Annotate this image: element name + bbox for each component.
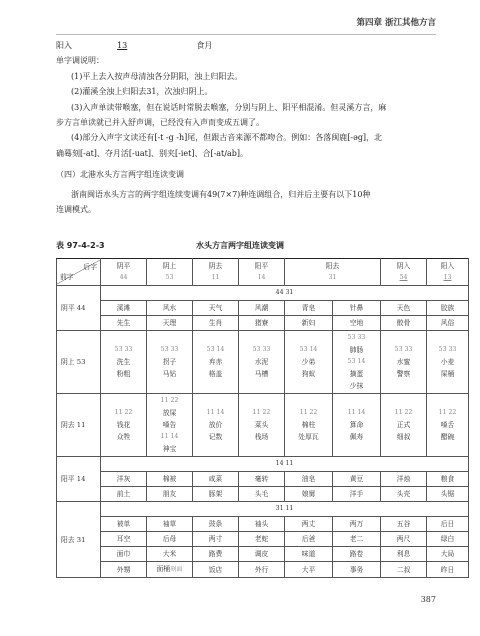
g2-cell-7: 53 33 水蜜 警察	[381, 331, 427, 394]
g3-cell-3: 11 14 放价 记数	[193, 394, 239, 457]
cell: 朋友	[147, 487, 193, 502]
cell: 洋灰	[101, 472, 147, 487]
cell: 后日	[427, 517, 469, 532]
cell: 面桶刻面	[147, 562, 193, 578]
cell: 饭店	[193, 562, 239, 578]
header-rule	[56, 34, 436, 35]
g3-cell-6: 11 14 算命 佩寿	[333, 394, 381, 457]
table-header-row	[57, 259, 469, 286]
cell: 先生	[101, 316, 147, 331]
cell: 溪滩	[101, 301, 147, 316]
cell: 空地	[333, 316, 381, 331]
note-4: (4)部分入声字文读还有[-t -g -h]尾，但跟古音来源不都吻合。例如：各落闽鹿[-əg]，北	[71, 133, 383, 143]
running-head: 第四章 浙江其他方言	[356, 18, 436, 28]
g4-row-1	[57, 472, 469, 487]
row-label-yinshang: 阴上 53	[57, 331, 101, 394]
cell: 粮食	[427, 472, 469, 487]
cell: 外行	[239, 562, 285, 578]
cell: 骹骨	[381, 316, 427, 331]
g3-cell-2: 11 22 放屎 嗓告 11 14 神宝	[147, 394, 193, 457]
row-label-yinping: 阴平 44	[57, 286, 101, 331]
cell: 棉被	[147, 472, 193, 487]
g1-pattern: 44 31	[101, 286, 469, 301]
note-1: (1)平上去入按声母清浊各分阴阳，浊上归阳去。	[71, 71, 243, 81]
g2-cell-4: 53 33 水泥 马槽	[239, 331, 285, 394]
g1-pattern-row	[57, 286, 469, 301]
intro-row	[56, 38, 436, 53]
cell: 味道	[285, 547, 333, 562]
g4-pattern: 14 11	[101, 457, 469, 472]
cell: 咸菜	[193, 472, 239, 487]
cell: 猪寮	[239, 316, 285, 331]
g2-cell-6: 53 33 肺肠 53 14 摘蛋 少抹	[333, 331, 381, 394]
tone-sandhi-table	[56, 258, 469, 578]
intro-label: 阳入	[56, 41, 72, 50]
cell: 路卷	[333, 547, 381, 562]
cell: 头毛	[239, 487, 285, 502]
g3-row	[57, 394, 469, 457]
note-3: (3)入声单读带喉塞，但在说话时常脱去喉塞，分别与阴上、阳平相混淆。但灵溪方言，麻	[71, 102, 387, 112]
g3-cell-8: 11 22 嗓舌 醋碗	[427, 394, 469, 457]
g2-cell-8: 53 33 小麦 屎桶	[427, 331, 469, 394]
cell: 袖草	[147, 517, 193, 532]
cell: 风水	[147, 301, 193, 316]
cell: 二叔	[381, 562, 427, 578]
cell: 两丈	[285, 517, 333, 532]
cell: 天色	[381, 301, 427, 316]
g5-row-3	[57, 547, 469, 562]
note-4-cont: 确蓦刻[-at]、夺月活[-uat]、别夹[-iet]、合[-at/ab]。	[56, 148, 248, 158]
cell: 事务	[333, 562, 381, 578]
g3-cell-1: 11 22 钱花 众牲	[101, 394, 147, 457]
col-header-yangru: 阳入 13	[427, 259, 469, 286]
row-label-yangqu: 阳去 31	[57, 502, 101, 578]
note-2: (2)灌溪全浊上归阳去31，次浊归阴上。	[71, 87, 213, 97]
cell: 被单	[101, 517, 147, 532]
g3-cell-4: 11 22 菜头 栈场	[239, 394, 285, 457]
cell: 头壳	[381, 487, 427, 502]
cell: 风潮	[239, 301, 285, 316]
col-header-yinru: 阴入 54	[381, 259, 427, 286]
g5-row-2	[57, 532, 469, 547]
cell: 洋手	[333, 487, 381, 502]
cell: 袖头	[239, 517, 285, 532]
cell: 两寸	[193, 532, 239, 547]
note-3-cont: 步方言单读就已并入舒声调，已经没有入声而变成五调了。	[56, 118, 264, 128]
cell: 老二	[333, 532, 381, 547]
col-header-yinping: 阴平 44	[101, 259, 147, 286]
g5-row-1	[57, 517, 469, 532]
notes-heading: 单字调说明：	[56, 56, 104, 66]
cell: 娘舅	[285, 487, 333, 502]
cell: 天理	[147, 316, 193, 331]
cell: 豚架	[193, 487, 239, 502]
section-para-1: 浙南闽语水头方言的两字组连续变调有49(7×7)种连调组合，归并后主要有以下10种	[71, 189, 371, 199]
cell: 调皮	[239, 547, 285, 562]
cell: 青皂	[285, 301, 333, 316]
col-header-yinshang: 阴上 53	[147, 259, 193, 286]
col-header-yinqu: 阴去 11	[193, 259, 239, 286]
g4-pattern-row	[57, 457, 469, 472]
cell: 豉条	[193, 517, 239, 532]
cell: 两万	[333, 517, 381, 532]
g2-cell-1: 53 33 洗生 粉粗	[101, 331, 147, 394]
cell: 后母	[147, 532, 193, 547]
cell: 绿白	[427, 532, 469, 547]
cell: 老蛇	[239, 532, 285, 547]
g5-pattern-row	[57, 502, 469, 517]
cell: 耳空	[101, 532, 147, 547]
cell: 利息	[381, 547, 427, 562]
g2-cell-2: 53 33 拐子 马钻	[147, 331, 193, 394]
table-title: 水头方言两字组连读变调	[196, 241, 284, 250]
g5-pattern: 31 11	[101, 502, 469, 517]
cell: 大平	[285, 562, 333, 578]
section-title: （四）北港水头方言两字组连读变调	[56, 170, 184, 180]
cell: 前土	[101, 487, 147, 502]
page-number: 387	[420, 595, 436, 604]
intro-tone: 13	[117, 41, 128, 50]
cell: 风俗	[427, 316, 469, 331]
intro-example: 食月	[196, 41, 213, 50]
g1-row-1	[57, 301, 469, 316]
diag-header-cell	[57, 259, 101, 286]
g3-cell-7: 11 22 正式 细叔	[381, 394, 427, 457]
section-para-2: 连调模式。	[56, 205, 96, 215]
cell: 针鼻	[333, 301, 381, 316]
cell: 大局	[427, 547, 469, 562]
cell: 头锯	[427, 487, 469, 502]
col-header-yangping: 阳平 14	[239, 259, 285, 286]
diag-after-label: 后字	[83, 263, 97, 271]
g1-row-2	[57, 316, 469, 331]
cell: 黄豆	[333, 472, 381, 487]
cell: 后爸	[285, 532, 333, 547]
cell: 两尺	[381, 532, 427, 547]
cell: 天气	[193, 301, 239, 316]
col-header-yangqu: 阳去 31	[285, 259, 381, 286]
diag-before-label: 前字	[60, 273, 74, 281]
cell: 生肖	[193, 316, 239, 331]
cell: 大米	[147, 547, 193, 562]
cell: 路费	[193, 547, 239, 562]
cell: 毫转	[239, 472, 285, 487]
cell: 油皂	[285, 472, 333, 487]
table-number: 表 97-4-2-3	[56, 241, 105, 250]
cell: 五谷	[381, 517, 427, 532]
cell: 胶族	[427, 301, 469, 316]
g2-row	[57, 331, 469, 394]
g5-row-4	[57, 562, 469, 578]
row-label-yinqu: 阴去 11	[57, 394, 101, 457]
body-text	[56, 38, 436, 217]
cell: 新妇	[285, 316, 333, 331]
g4-row-2	[57, 487, 469, 502]
g2-cell-3: 53 14 弃赤 格盖	[193, 331, 239, 394]
row-label-yangping: 阳平 14	[57, 457, 101, 502]
g3-cell-5: 11 22 棉柱 处厚瓦	[285, 394, 333, 457]
cell: 昨日	[427, 562, 469, 578]
g2-cell-5: 53 14 少弟 狗蚁	[285, 331, 333, 394]
cell: 洋烛	[381, 472, 427, 487]
cell: 面巾	[101, 547, 147, 562]
cell: 外甥	[101, 562, 147, 578]
